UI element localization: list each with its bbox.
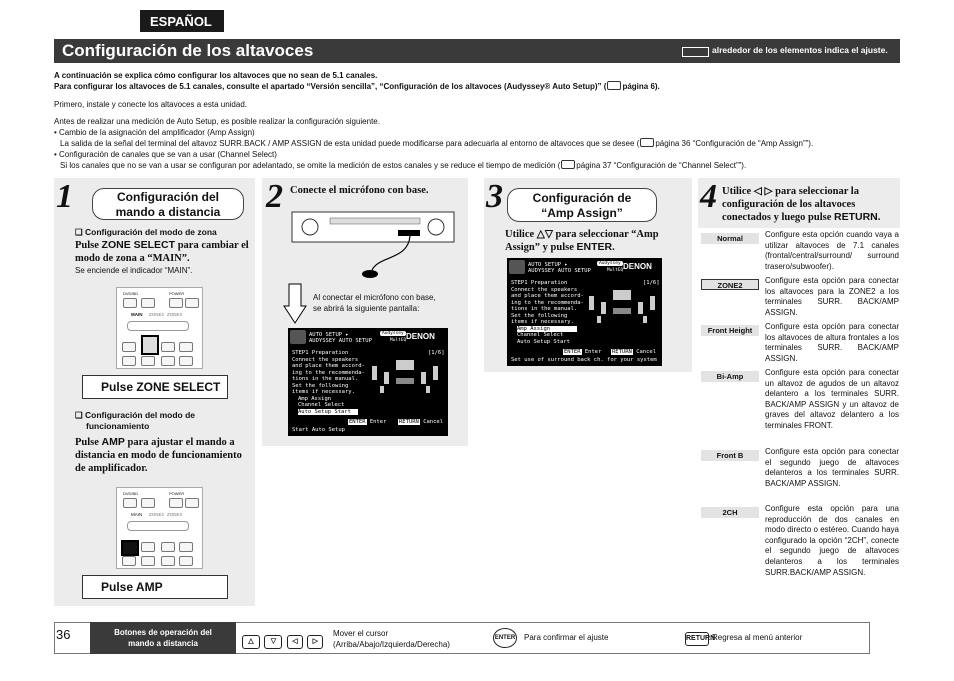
- enter-label: Enter: [584, 349, 602, 355]
- multeq-label: MultEQ: [607, 268, 624, 273]
- intro-bullet-1-text: [60, 138, 813, 149]
- audyssey-badge: Audyssey: [382, 331, 404, 336]
- operation-mode-title: ❑ Configuración del modo de funcionamiento: [75, 410, 196, 431]
- step-2-number: 2: [266, 178, 283, 215]
- receiver-knob-right: [428, 219, 444, 235]
- down-arrow-icon: [282, 282, 308, 326]
- remote-label-source: DVD/BD: [123, 491, 139, 496]
- screen-header-1: AUTO SETUP ▸: [528, 262, 568, 268]
- title-bar: [54, 39, 900, 63]
- enter-key-icon: ENTER: [349, 419, 366, 425]
- right-key-icon: ▷: [307, 635, 323, 649]
- operation-mode-title-line-1: Configuración del modo de: [84, 410, 196, 420]
- menu-item-amp-assign[interactable]: Amp Assign: [517, 326, 577, 333]
- screen-line: and place them accord-: [292, 363, 365, 369]
- operation-mode-instruction: [75, 436, 255, 475]
- dock-button[interactable]: [161, 342, 175, 352]
- intro-line-2-text: Para configurar los altavoces de 5.1 canales, consulte el apartado “Versión sencilla”, “Configuración de los altavoces (Audyssey® Auto Setup)” (: [54, 82, 607, 91]
- intro-bullet-2-text: [60, 160, 746, 171]
- receiver-display: [330, 218, 420, 224]
- remote-zone-3: ZONE3: [167, 312, 183, 317]
- remote-power-button[interactable]: [169, 298, 183, 308]
- step-3-instruction-line-1: Utilice △▽ para seleccionar “Amp: [505, 229, 659, 240]
- screen-line: Set the following: [511, 312, 568, 319]
- enter-key-icon: ENTER: [564, 349, 581, 355]
- ipod-button[interactable]: [179, 542, 193, 552]
- bullet-2-text: Si los canales que no se van a usar se configuran por adelantado, se omite la medición de estos canales y se reduce el tiempo de medición (: [60, 161, 561, 170]
- enter-label: Enter: [369, 419, 387, 425]
- menu-item-auto-setup-start[interactable]: Auto Setup Start: [298, 409, 358, 416]
- receiver-diagram: [290, 200, 460, 288]
- screen-header-1: AUTO SETUP ▸: [309, 332, 349, 338]
- step-2-title: Conecte el micrófono con base.: [290, 185, 429, 196]
- zone-select-button[interactable]: [141, 542, 155, 552]
- remote-zone-main: MAIN: [131, 512, 143, 517]
- screen-header-2: AUDYSSEY AUTO SETUP: [528, 268, 591, 274]
- down-key-icon: ▽: [264, 635, 282, 649]
- screen-page-indicator: [1/6]: [643, 280, 660, 286]
- tuner-button[interactable]: [161, 356, 175, 366]
- remote-label-power: POWER: [169, 491, 185, 496]
- page-ref-icon: [561, 160, 575, 169]
- screen-status: Set use of surround back ch. for your system: [511, 357, 657, 363]
- option-desc-bi-amp: Configure esta opción para conectar un altavoz de agudos de un altavoz delantero a los terminales SURR. BACK/AMP ASSIGN y un altavoz de graves del altavoz delantero a los terminales FRONT.: [765, 368, 899, 430]
- step-3-instruction: Utilice △▽ para seleccionar “Amp Assign” y pulse ENTER.: [505, 228, 687, 254]
- zone-mode-instruction: [75, 239, 255, 265]
- return-label: Cancel: [423, 419, 444, 425]
- remote-control-1: [116, 287, 203, 369]
- denon-logo: DENON: [406, 332, 435, 341]
- sat-button[interactable]: [141, 356, 155, 366]
- option-desc-front-height: Configure esta opción para conectar los altavoces de altura frontales a los terminales SURR. BACK/AMP ASSIGN.: [765, 322, 899, 363]
- screen-header-2: AUDYSSEY AUTO SETUP: [309, 338, 372, 344]
- multeq-label: MultEQ: [390, 338, 407, 343]
- screen-line: Connect the speakers: [511, 286, 578, 293]
- setup-icon: [509, 260, 525, 274]
- menu-item-amp-assign[interactable]: Amp Assign: [298, 395, 332, 402]
- dvd-button[interactable]: [122, 356, 136, 366]
- screen-line: Connect the speakers: [292, 356, 359, 363]
- menu-item-auto-setup-start[interactable]: Auto Setup Start: [517, 338, 570, 345]
- amp-instruction-rest: para ajustar el mando a: [127, 437, 235, 448]
- option-desc-normal: Configure esta opción cuando vaya a utilizar altavoces de 7.1 canales (frontal/central/surround/ surround trasero/subwoofer).: [765, 230, 899, 271]
- zone-select-key: ZONE SELECT: [101, 239, 176, 251]
- option-tag-front-height: Front Height: [701, 325, 759, 336]
- left-key-icon: ◁: [287, 635, 303, 649]
- zone-mode-title-text: Configuración del modo de zona: [84, 227, 217, 237]
- setting-frame-icon: [682, 47, 709, 57]
- remote-zone-main: MAIN: [131, 312, 143, 317]
- pulse-zone-select-box: Pulse ZONE SELECT: [82, 375, 228, 399]
- audyssey-badge: Audyssey: [599, 261, 621, 266]
- amp-pulse-word: Pulse: [75, 437, 99, 448]
- intro-line-1: A continuación se explica cómo configurar los altavoces que no sean de 5.1 canales.: [54, 71, 378, 80]
- amp-button-highlight[interactable]: [121, 540, 139, 556]
- page-number: 36: [56, 627, 71, 642]
- page-ref-icon: [640, 138, 654, 147]
- intro-line-2-end: página 6).: [622, 82, 660, 91]
- option-tag-zone2: ZONE2: [701, 279, 759, 290]
- speaker-layout-icon: [587, 288, 657, 324]
- step-4-number: 4: [700, 178, 717, 215]
- step-3-number: 3: [486, 178, 503, 215]
- step-2-desc-1: Al conectar el micrófono con base,: [313, 293, 436, 302]
- step-2-desc-2: se abrirá la siguiente pantalla:: [313, 304, 420, 313]
- step-3-heading: [507, 188, 657, 222]
- step-4-line-3: conectados y luego pulse: [722, 212, 832, 223]
- net-button[interactable]: [179, 556, 193, 566]
- receiver-knob-left: [302, 219, 318, 235]
- screen-line: STEP1 Preparation: [292, 350, 349, 356]
- menu-item-channel-select[interactable]: Channel Select: [298, 402, 345, 408]
- remote-button[interactable]: [141, 298, 155, 308]
- speaker-layout-icon: [370, 358, 440, 394]
- footer-label-line-2: mando a distancia: [128, 639, 198, 648]
- enter-icon: ENTER: [493, 628, 517, 648]
- zone-mode-note: Se enciende el indicador “MAIN”.: [75, 266, 193, 275]
- page-title: Configuración de los altavoces: [62, 41, 314, 60]
- option-desc-zone2: Configure esta opción para conectar los altavoces para la ZONE2 a los terminales SURR. BACK/AMP ASSIGN.: [765, 276, 899, 317]
- step-3-instruction-line-2: Assign” y pulse: [505, 242, 574, 253]
- screen-return-hint: [398, 419, 443, 426]
- intro-line-2: [54, 81, 660, 92]
- sat-button[interactable]: [141, 556, 155, 566]
- zone-mode-title: ❑ Configuración del modo de zona: [75, 227, 217, 237]
- option-tag-normal: Normal: [701, 233, 759, 244]
- screen-line: tions in the manual.: [511, 306, 578, 312]
- setting-note: alrededor de los elementos indica el ajuste.: [712, 45, 888, 55]
- remote-button[interactable]: [123, 498, 137, 508]
- return-text: Regresa al menú anterior: [712, 633, 803, 642]
- bullet-1-text: La salida de la señal del terminal del altavoz SURR.BACK / AMP ASSIGN de esta unidad puede modificarse para adecuarla al entorno de altavoces que se desee (: [60, 139, 640, 148]
- screen-line: ing to the recommenda-: [292, 369, 365, 376]
- move-cursor-line-1: Mover el cursor: [333, 629, 389, 638]
- ipod-button[interactable]: [179, 342, 193, 352]
- step-1-heading-line-2: mando a distancia: [115, 205, 221, 219]
- remote-button[interactable]: [141, 498, 155, 508]
- return-key: RETURN: [834, 211, 878, 223]
- page-ref-icon: [607, 81, 621, 90]
- zone-pulse-word: Pulse: [75, 240, 99, 251]
- dvd-button[interactable]: [122, 556, 136, 566]
- remote-power-button[interactable]: [169, 498, 183, 508]
- menu-item-channel-select[interactable]: Channel Select: [517, 332, 564, 338]
- remote-zone-3: ZONE3: [167, 512, 183, 517]
- amp-key: AMP: [101, 436, 125, 448]
- screen-lines: [292, 350, 365, 415]
- remote-zone-2: ZONE2: [149, 312, 165, 317]
- amp-instruction-line-3: de amplificador.: [75, 463, 148, 474]
- enter-text: Para confirmar el ajuste: [524, 633, 609, 642]
- step-1-heading-line-1: Configuración del: [117, 190, 219, 204]
- tuner-button[interactable]: [161, 556, 175, 566]
- screen-lines: [511, 280, 584, 345]
- return-key-icon: RETURN: [399, 419, 419, 425]
- remote-button[interactable]: [185, 498, 199, 508]
- net-button[interactable]: [179, 356, 193, 366]
- intro-bullet-1: • Cambio de la asignación del amplificador (Amp Assign): [54, 128, 255, 137]
- step-3-heading-line-2: “Amp Assign”: [541, 206, 623, 220]
- screen-line: items if necessary.: [511, 319, 574, 325]
- cursor-keys: [242, 630, 323, 649]
- remote-zone-2: ZONE2: [149, 512, 165, 517]
- step-3-heading-line-1: Configuración de: [532, 191, 632, 205]
- option-tag-bi-amp: Bi-Amp: [701, 371, 759, 382]
- language-tab: ESPAÑOL: [140, 10, 224, 32]
- remote-button[interactable]: [185, 298, 199, 308]
- microphone-base: [362, 270, 378, 278]
- mic-input-jack: [398, 230, 420, 236]
- return-key-icon: RETURN: [612, 349, 632, 355]
- footer-label: [90, 622, 236, 654]
- footer-label-line-1: Botones de operación del: [114, 628, 212, 637]
- return-icon: RETURN: [685, 632, 709, 646]
- remote-label-source: DVD/BD: [123, 291, 139, 296]
- screen-enter-hint: [348, 419, 386, 426]
- return-label: Cancel: [636, 349, 657, 355]
- amp-button[interactable]: [122, 342, 136, 352]
- operation-mode-title-line-2: funcionamiento: [86, 421, 150, 431]
- zone-instruction-rest: para cambiar el: [177, 240, 249, 251]
- remote-button[interactable]: [123, 298, 137, 308]
- screen-line: items if necessary.: [292, 389, 355, 395]
- enter-key: ENTER: [576, 241, 613, 253]
- move-cursor-text: [333, 628, 450, 650]
- bullet-2-end: página 37 “Configuración de “Channel Select””).: [576, 161, 747, 170]
- step-4-instruction: Utilice ◁ ▷ para seleccionar la configuración de los altavoces conectados y luego pulse RETURN.: [722, 185, 898, 224]
- amp-instruction-line-2: distancia en modo de funcionamiento: [75, 450, 242, 461]
- step-1-heading: [92, 188, 244, 220]
- zone-instruction-line-2: modo de zona a “MAIN”.: [75, 253, 190, 264]
- step-4-line-2: configuración de los altavoces: [722, 199, 856, 210]
- screen-return-hint: [611, 349, 656, 356]
- denon-logo: DENON: [623, 262, 652, 271]
- option-tag-2ch: 2CH: [701, 507, 759, 518]
- screen-status: Start Auto Setup: [292, 427, 345, 433]
- screen-enter-hint: [563, 349, 601, 356]
- intro-line-3: Primero, instale y conecte los altavoces a esta unidad.: [54, 100, 247, 109]
- intro-line-4: Antes de realizar una medición de Auto Setup, es posible realizar la configuración siguiente.: [54, 117, 380, 126]
- setup-icon: [290, 330, 306, 344]
- screen-line: Set the following: [292, 382, 349, 389]
- screen-line: tions in the manual.: [292, 376, 359, 382]
- remote-label-power: POWER: [169, 291, 185, 296]
- pulse-amp-box: Pulse AMP: [82, 575, 228, 599]
- up-key-icon: △: [242, 635, 260, 649]
- intro-bullet-2: • Configuración de canales que se van a usar (Channel Select): [54, 150, 277, 159]
- remote-control-2: [116, 487, 203, 569]
- option-tag-front-b: Front B: [701, 450, 759, 461]
- move-cursor-line-2: (Arriba/Abajo/Izquierda/Derecha): [333, 640, 450, 649]
- screen-line: STEP1 Preparation: [511, 280, 568, 286]
- remote-zone-indicator: [127, 521, 189, 531]
- option-desc-front-b: Configure esta opción para conectar el segundo juego de altavoces delanteros a los terminales SURR. BACK/AMP ASSIGN.: [765, 447, 899, 488]
- screen-page-indicator: [1/6]: [428, 350, 445, 356]
- zone-select-button[interactable]: [141, 335, 159, 355]
- screen-line: ing to the recommenda-: [511, 299, 584, 306]
- remote-zone-indicator: [127, 321, 189, 331]
- step-4-line-1: Utilice ◁ ▷ para seleccionar la: [722, 186, 859, 197]
- screen-line: and place them accord-: [511, 293, 584, 299]
- amp-assign-screen: [507, 258, 662, 366]
- dock-button[interactable]: [161, 542, 175, 552]
- step-1-number: 1: [56, 178, 73, 215]
- bullet-1-end: página 36 “Configuración de “Amp Assign””).: [655, 139, 814, 148]
- option-desc-2ch: Configure esta opción para una reproducción de dos canales en modo directo o estéreo. Cuando haya configurado la opción “2CH”, conecte el segundo juego de altavoces delanteros a los terminales SURR.BACK/AMP ASSIGN.: [765, 504, 899, 577]
- auto-setup-screen: [288, 328, 448, 436]
